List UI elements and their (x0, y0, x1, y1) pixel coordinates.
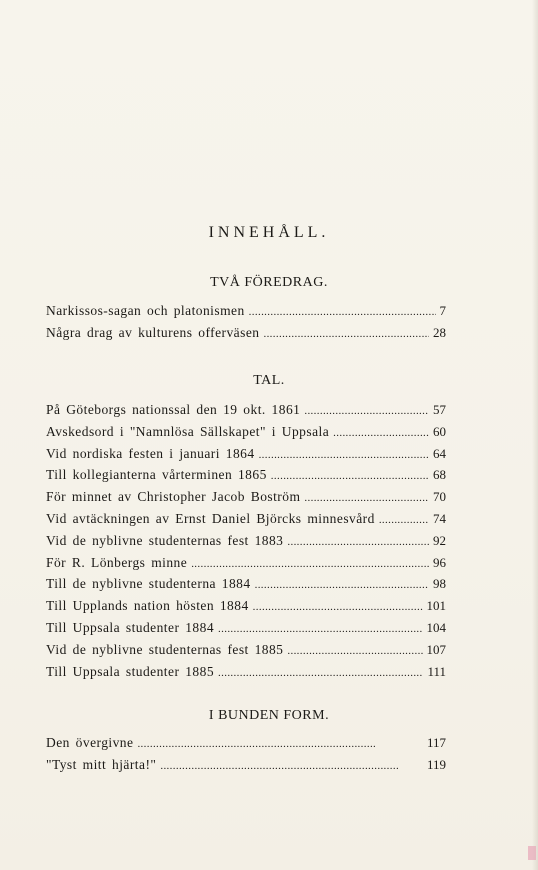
toc-entry (46, 639, 446, 661)
dot-leader (253, 597, 423, 619)
toc-entry-title: Vid avtäckningen av Ernst Daniel Björcks minnesvård (46, 510, 375, 526)
toc-entry (46, 595, 446, 617)
toc-entry (46, 399, 446, 421)
dot-leader (304, 401, 429, 423)
toc-entry-title: Vid de nyblivne studenternas fest 1883 (46, 532, 284, 548)
dot-leader (160, 756, 423, 778)
toc-entry-title: Narkissos-sagan och platonismen (46, 303, 245, 318)
toc-entry (46, 464, 446, 486)
toc-entry-page: 28 (433, 324, 446, 340)
dot-leader (191, 554, 429, 576)
toc-entry-page: 7 (439, 303, 446, 318)
dot-leader (287, 641, 422, 663)
page-corner-mark (528, 846, 536, 860)
toc-entry-page: 57 (433, 402, 446, 417)
toc-list-foredrag (46, 300, 446, 344)
dot-leader (304, 488, 429, 510)
toc-entry-title: Några drag av kulturens offerväsen (46, 324, 260, 340)
dot-leader (218, 663, 423, 685)
toc-entry-page: 60 (433, 423, 446, 439)
toc-entry (46, 530, 446, 552)
toc-entry-page: 68 (433, 467, 446, 483)
dot-leader (137, 734, 423, 756)
toc-list-tal (46, 399, 446, 682)
toc-entry (46, 486, 446, 508)
toc-entry (46, 617, 446, 639)
toc-entry-title: På Göteborgs nationssal den 19 okt. 1861 (46, 402, 301, 417)
toc-entry-page: 117 (426, 735, 446, 750)
dot-leader (255, 575, 429, 597)
toc-entry-page: 111 (427, 663, 446, 679)
dot-leader (287, 532, 429, 554)
toc-entry-page: 64 (433, 445, 446, 461)
toc-entry-page: 119 (426, 756, 446, 772)
toc-entry-page: 70 (433, 489, 446, 505)
toc-entry-title: Till kollegianterna vårterminen 1865 (46, 467, 267, 483)
toc-entry-title: Den övergivne (46, 735, 134, 750)
toc-entry-title: Till Uppsala studenter 1884 (46, 619, 215, 635)
toc-entry (46, 754, 446, 776)
toc-entry (46, 421, 446, 443)
toc-entry-title: "Tyst mitt hjärta!" (46, 756, 157, 772)
toc-entry-page: 92 (433, 532, 446, 548)
toc-entry (46, 661, 446, 683)
dot-leader (249, 302, 436, 324)
section-heading-bunden-form: I BUNDEN FORM. (208, 708, 330, 723)
toc-entry-title: Vid nordiska festen i januari 1864 (46, 445, 255, 461)
dot-leader (263, 324, 429, 346)
dot-leader (271, 466, 429, 488)
toc-entry-title: För minnet av Christopher Jacob Boström (46, 489, 301, 505)
toc-entry-title: Avskedsord i "Namnlösa Sällskapet" i Uppsala (46, 423, 330, 439)
dot-leader (259, 445, 429, 467)
toc-entry-page: 101 (426, 598, 446, 614)
toc-entry (46, 443, 446, 465)
toc-entry-page: 104 (426, 619, 446, 635)
dot-leader (218, 619, 422, 641)
toc-entry-page: 107 (426, 641, 446, 657)
toc-entry-page: 96 (433, 554, 446, 570)
toc-entry-title: Till Upplands nation hösten 1884 (46, 598, 249, 614)
toc-entry (46, 573, 446, 595)
page-edge-shadow (532, 0, 538, 870)
toc-entry-title: Vid de nyblivne studenternas fest 1885 (46, 641, 284, 657)
toc-entry-page: 98 (433, 576, 446, 592)
dot-leader (379, 510, 429, 532)
toc-entry (46, 322, 446, 344)
toc-entry (46, 552, 446, 574)
toc-entry (46, 508, 446, 530)
section-heading-tal: TAL. (253, 373, 285, 388)
toc-entry (46, 300, 446, 322)
toc-entry-page: 74 (433, 510, 446, 526)
page-title: INNEHÅLL. (208, 224, 330, 241)
toc-entry (46, 732, 446, 754)
section-heading-foredrag: TVÅ FÖREDRAG. (210, 275, 328, 290)
toc-entry-title: För R. Lönbergs minne (46, 554, 188, 570)
toc-entry-title: Till de nyblivne studenterna 1884 (46, 576, 251, 592)
toc-entry-title: Till Uppsala studenter 1885 (46, 663, 215, 679)
toc-list-bunden-form (46, 732, 446, 776)
dot-leader (333, 423, 429, 445)
